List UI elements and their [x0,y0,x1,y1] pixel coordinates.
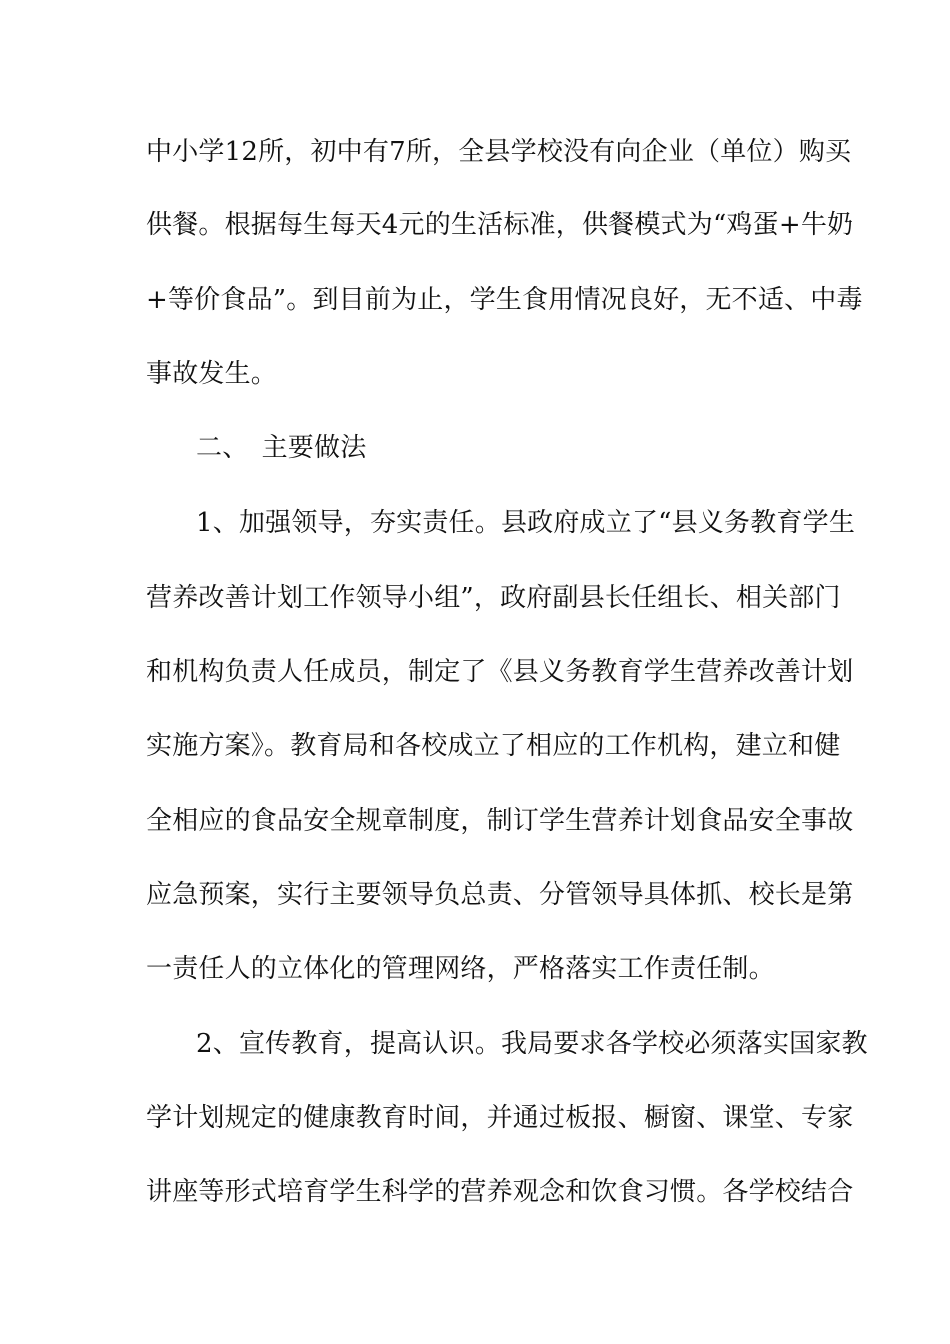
body-line: 一责任人的立体化的管理网络，严格落实工作责任制。 [146,954,775,984]
body-line: 实施方案》。教育局和各校成立了相应的工作机构，建立和健 [146,731,841,761]
body-line: 1、加强领导，夯实责任。县政府成立了“县义务教育学生 [196,508,856,538]
section-heading: 二、 主要做法 [196,433,367,463]
body-line: 事故发生。 [146,359,278,389]
body-line: 中小学12所，初中有7所，全县学校没有向企业（单位）购买 [146,137,852,167]
body-line: +等价食品”。到目前为止，学生食用情况良好，无不适、中毒 [146,285,863,315]
body-line: 应急预案，实行主要领导负总责、分管领导具体抓、校长是第 [146,880,854,910]
body-line: 和机构负责人任成员，制定了《县义务教育学生营养改善计划 [146,657,854,687]
body-line: 营养改善计划工作领导小组”，政府副县长任组长、相关部门 [146,583,841,613]
body-line: 学计划规定的健康教育时间，并通过板报、橱窗、课堂、专家 [146,1103,854,1133]
body-line: 2、宣传教育，提高认识。我局要求各学校必须落实国家教 [196,1029,868,1059]
body-line: 讲座等形式培育学生科学的营养观念和饮食习惯。各学校结合 [146,1177,854,1207]
body-line: 供餐。根据每生每天4元的生活标准，供餐模式为“鸡蛋+牛奶 [146,210,854,240]
body-line: 全相应的食品安全规章制度，制订学生营养计划食品安全事故 [146,806,854,836]
